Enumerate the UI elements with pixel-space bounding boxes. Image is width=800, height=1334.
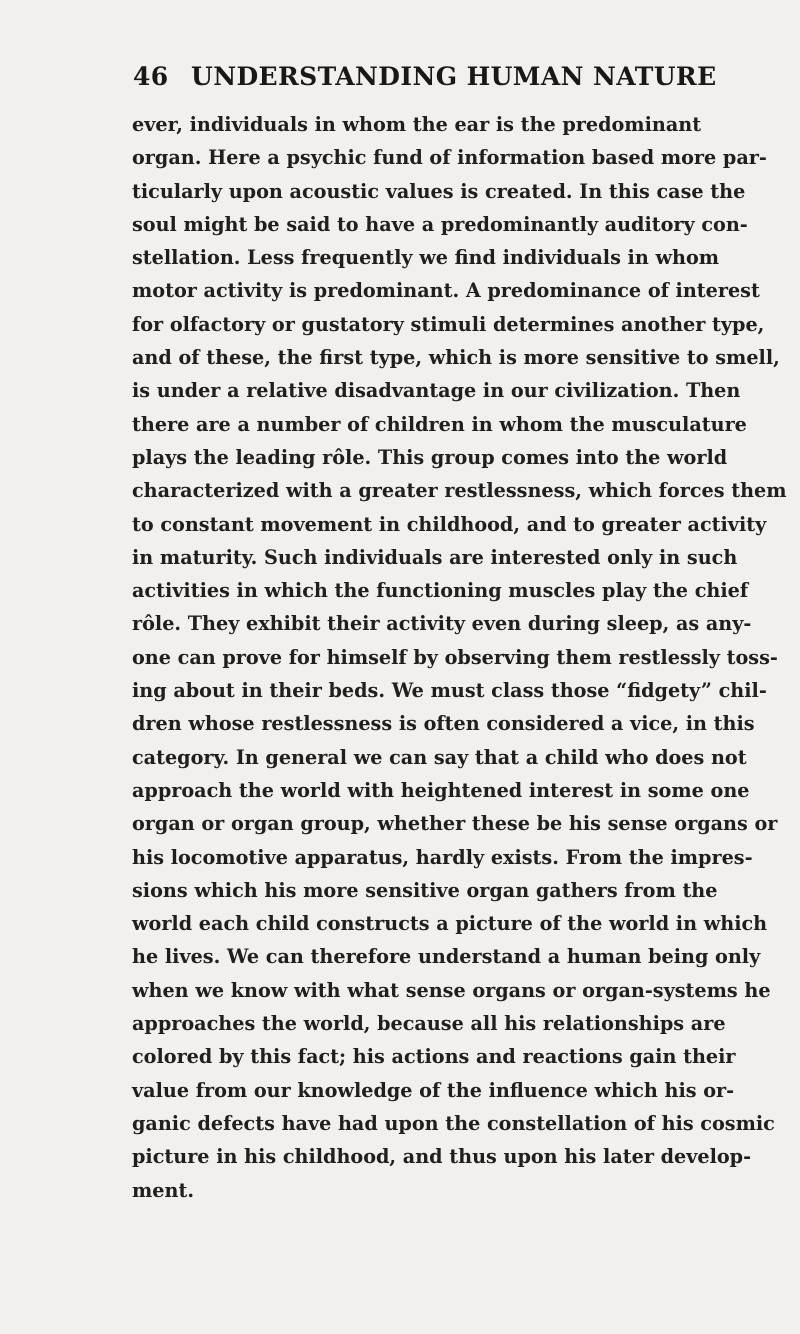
running-head (133, 62, 717, 102)
text-line: soul might be said to have a predominantly auditory con- (132, 212, 748, 236)
running-title: UNDERSTANDING HUMAN NATURE (191, 62, 717, 91)
text-line: there are a number of children in whom the musculature (132, 412, 747, 436)
text-line: ment. (132, 1178, 195, 1202)
text-line: one can prove for himself by observing them restlessly toss- (132, 645, 778, 669)
text-line: colored by this fact; his actions and reactions gain their (132, 1045, 736, 1069)
text-line: for olfactory or gustatory stimuli determines another type, (132, 312, 765, 336)
text-line: approaches the world, because all his relationships are (132, 1012, 726, 1036)
text-line: motor activity is predominant. A predominance of interest (132, 279, 760, 303)
text-line: plays the leading rôle. This group comes into the world (132, 445, 728, 469)
text-line: sions which his more sensitive organ gathers from the (132, 878, 718, 902)
text-line: his locomotive apparatus, hardly exists. From the impres- (132, 845, 753, 869)
text-line: stellation. Less frequently we find individuals in whom (132, 246, 720, 270)
text-line: world each child constructs a picture of the world in which (132, 912, 768, 936)
text-line: ticularly upon acoustic values is created. In this case the (132, 179, 746, 203)
text-line: and of these, the first type, which is more sensitive to smell, (132, 346, 780, 370)
text-line: organ or organ group, whether these be his sense organs or (132, 812, 778, 836)
text-line: when we know with what sense organs or organ-systems he (132, 978, 771, 1002)
text-line: he lives. We can therefore understand a human being only (132, 945, 761, 969)
page-number: 46 (133, 62, 169, 91)
text-line: activities in which the functioning muscles play the chief (132, 579, 749, 603)
text-line: characterized with a greater restlessness, which forces them (132, 479, 787, 503)
text-line: to constant movement in childhood, and to greater activity (132, 512, 767, 536)
text-line: in maturity. Such individuals are interested only in such (132, 545, 738, 569)
text-line: ganic defects have had upon the constellation of his cosmic (132, 1111, 775, 1135)
text-line: approach the world with heightened interest in some one (132, 778, 750, 802)
text-line: is under a relative disadvantage in our civilization. Then (132, 379, 741, 403)
body-paragraph (132, 108, 787, 1207)
text-line: dren whose restlessness is often considered a vice, in this (132, 712, 755, 736)
text-line: ing about in their beds. We must class those “fidgety” chil- (132, 679, 767, 703)
text-line: category. In general we can say that a child who does not (132, 745, 747, 769)
text-line: ever, individuals in whom the ear is the predominant (132, 113, 702, 136)
text-line: value from our knowledge of the influence which his or- (132, 1078, 735, 1102)
text-line: organ. Here a psychic fund of information based more par- (132, 146, 767, 170)
text-line: rôle. They exhibit their activity even during sleep, as any- (132, 612, 752, 636)
text-line: picture in his childhood, and thus upon his later develop- (132, 1145, 752, 1169)
